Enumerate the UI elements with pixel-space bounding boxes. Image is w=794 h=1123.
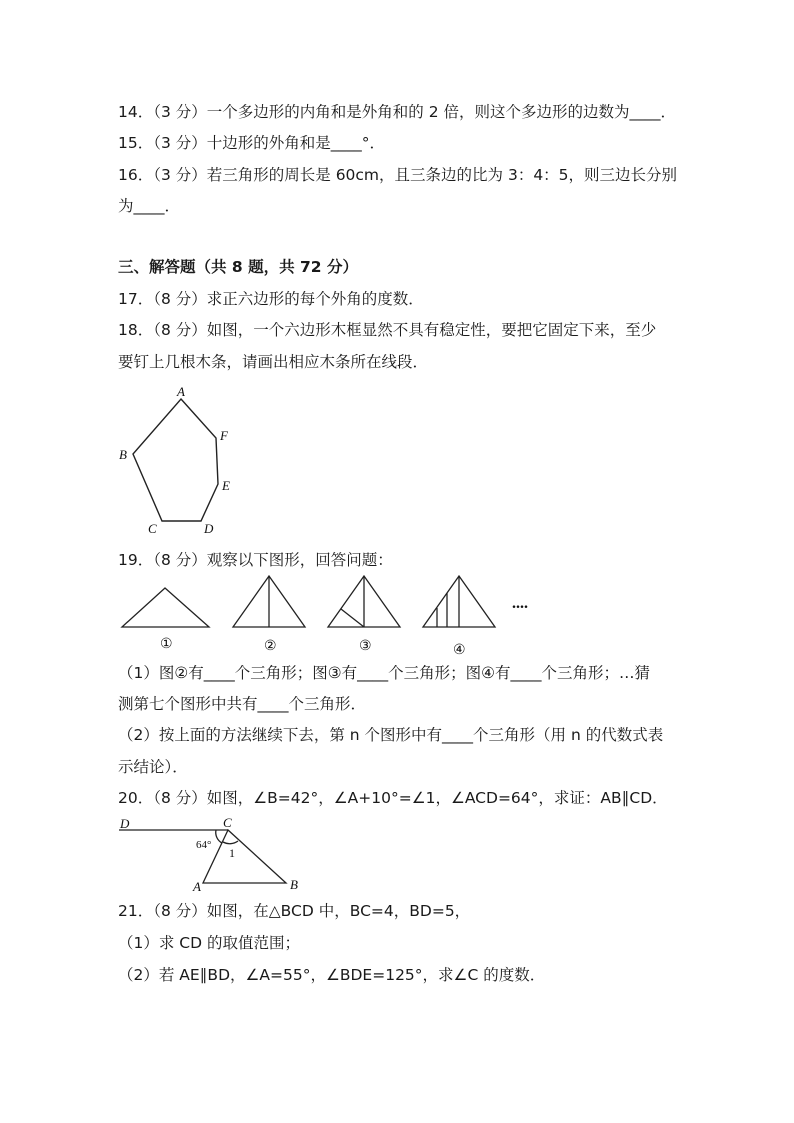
question-17: 17．（8 分）求正六边形的每个外角的度数． (118, 290, 424, 308)
hexagon-label-b: B (119, 447, 127, 462)
fig20-label-d: D (120, 816, 130, 831)
question-19: 19．（8 分）观察以下图形，回答问题： (118, 551, 393, 569)
triangle-2 (233, 576, 305, 627)
fig20-label-c: C (223, 815, 232, 830)
fig20-angle-64: 64° (196, 839, 212, 851)
angle-1-arc (223, 841, 238, 844)
question-19-part-1-line-1: （1）图②有____个三角形；图③有____个三角形；图④有____个三角形；…猜 (118, 664, 651, 682)
hexagon-label-f: F (220, 428, 228, 443)
hexagon-label-d: D (204, 521, 214, 536)
hexagon-figure (110, 378, 240, 540)
triangle-3 (328, 576, 400, 627)
triangle-abc (203, 830, 286, 883)
question-21-part-1: （1）求 CD 的取值范围； (118, 934, 300, 952)
question-15: 15．（3 分）十边形的外角和是____°． (118, 134, 386, 152)
triangle-4 (423, 576, 495, 627)
question-19-part-1-line-2: 测第七个图形中共有____个三角形． (118, 695, 367, 713)
hexagon-label-a: A (177, 384, 185, 399)
question-16-line-2: 为____． (118, 197, 181, 215)
section-3-heading: 三、解答题（共 8 题，共 72 分） (118, 258, 358, 276)
hexagon-label-c: C (148, 521, 157, 536)
parallel-lines-figure (112, 812, 312, 894)
fig20-angle-1: 1 (229, 846, 235, 860)
fig20-label-a: A (193, 879, 201, 894)
triangle-1 (122, 588, 209, 627)
sequence-ellipsis: .... (512, 595, 528, 612)
triangle-sequence-figure (115, 570, 545, 660)
question-14: 14．（3 分）一个多边形的内角和是外角和的 2 倍，则这个多边形的边数为____． (118, 103, 676, 121)
hexagon-frame (133, 399, 218, 521)
question-16-line-1: 16．（3 分）若三角形的周长是 60cm，且三条边的比为 3：4：5，则三边长分别 (118, 166, 678, 184)
triangle-number-1: ① (160, 637, 173, 652)
question-20: 20．（8 分）如图，∠B=42°，∠A+10°=∠1，∠ACD=64°，求证：AB∥CD． (118, 789, 668, 807)
question-18-line-2: 要钉上几根木条，请画出相应木条所在线段． (118, 353, 429, 371)
question-19-part-2-line-1: （2）按上面的方法继续下去，第 n 个图形中有____个三角形（用 n 的代数式表 (118, 726, 664, 744)
hexagon-label-e: E (222, 478, 230, 493)
triangle-number-4: ④ (453, 643, 466, 658)
question-21: 21．（8 分）如图，在△BCD 中，BC=4，BD=5， (118, 902, 471, 920)
question-19-part-2-line-2: 示结论）． (118, 758, 188, 776)
triangle-number-3: ③ (359, 639, 372, 654)
fig20-label-b: B (290, 877, 298, 892)
angle-arc (216, 830, 222, 843)
question-21-part-2: （2）若 AE∥BD，∠A=55°，∠BDE=125°，求∠C 的度数． (118, 966, 546, 984)
triangle-number-2: ② (264, 639, 277, 654)
question-18-line-1: 18．（8 分）如图，一个六边形木框显然不具有稳定性，要把它固定下来，至少 (118, 321, 657, 339)
